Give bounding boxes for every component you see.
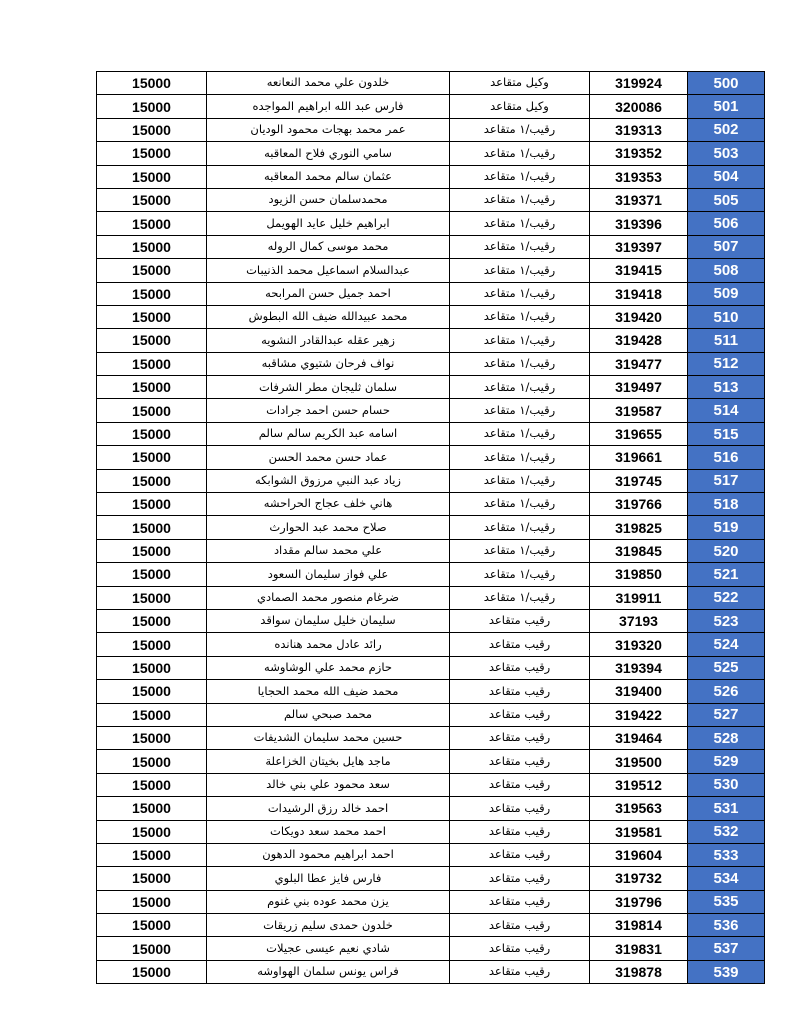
sequence-number-cell: 515	[688, 422, 765, 445]
name-cell: فارس عبد الله ابراهيم المواجده	[207, 95, 450, 118]
table-row	[97, 142, 765, 165]
sequence-number-cell: 521	[688, 563, 765, 586]
rank-cell: رقيب/١ متقاعد	[450, 329, 590, 352]
military-number-cell: 319766	[590, 493, 688, 516]
table-row	[97, 446, 765, 469]
name-cell: خلدون علي محمد النعانعه	[207, 72, 450, 95]
military-number-cell: 319563	[590, 797, 688, 820]
amount-cell: 15000	[97, 516, 207, 539]
amount-cell: 15000	[97, 118, 207, 141]
name-cell: محمد عبيدالله ضيف الله البطوش	[207, 305, 450, 328]
military-number-cell: 319313	[590, 118, 688, 141]
military-number-cell: 319420	[590, 305, 688, 328]
name-cell: احمد ابراهيم محمود الدهون	[207, 843, 450, 866]
name-cell: احمد جميل حسن المرابحه	[207, 282, 450, 305]
rank-cell: رقيب/١ متقاعد	[450, 235, 590, 258]
sequence-number-cell: 519	[688, 516, 765, 539]
rank-cell: رقيب/١ متقاعد	[450, 446, 590, 469]
rank-cell: رقيب/١ متقاعد	[450, 142, 590, 165]
military-number-cell: 319604	[590, 843, 688, 866]
sequence-number-cell: 531	[688, 797, 765, 820]
name-cell: فراس يونس سلمان الهواوشه	[207, 960, 450, 983]
rank-cell: رقيب/١ متقاعد	[450, 118, 590, 141]
rank-cell: رقيب متقاعد	[450, 820, 590, 843]
sequence-number-cell: 533	[688, 843, 765, 866]
amount-cell: 15000	[97, 703, 207, 726]
amount-cell: 15000	[97, 376, 207, 399]
table-row	[97, 633, 765, 656]
amount-cell: 15000	[97, 960, 207, 983]
name-cell: حسام حسن احمد جرادات	[207, 399, 450, 422]
military-number-cell: 319845	[590, 539, 688, 562]
sequence-number-cell: 504	[688, 165, 765, 188]
table-row	[97, 867, 765, 890]
name-cell: محمدسلمان حسن الزيود	[207, 188, 450, 211]
rank-cell: رقيب/١ متقاعد	[450, 399, 590, 422]
name-cell: محمد موسى كمال الروله	[207, 235, 450, 258]
amount-cell: 15000	[97, 72, 207, 95]
table-row	[97, 539, 765, 562]
name-cell: زياد عبد النبي مرزوق الشوابكه	[207, 469, 450, 492]
rank-cell: رقيب/١ متقاعد	[450, 516, 590, 539]
rank-cell: رقيب متقاعد	[450, 609, 590, 632]
rank-cell: رقيب/١ متقاعد	[450, 493, 590, 516]
military-number-cell: 319732	[590, 867, 688, 890]
amount-cell: 15000	[97, 680, 207, 703]
rank-cell: رقيب متقاعد	[450, 960, 590, 983]
table-row	[97, 95, 765, 118]
military-number-cell: 319655	[590, 422, 688, 445]
name-cell: اسامه عبد الكريم سالم سالم	[207, 422, 450, 445]
sequence-number-cell: 503	[688, 142, 765, 165]
table-row	[97, 797, 765, 820]
military-number-cell: 319371	[590, 188, 688, 211]
military-number-cell: 319745	[590, 469, 688, 492]
sequence-number-cell: 534	[688, 867, 765, 890]
amount-cell: 15000	[97, 493, 207, 516]
amount-cell: 15000	[97, 259, 207, 282]
name-cell: شادي نعيم عيسى عجيلات	[207, 937, 450, 960]
military-number-cell: 319500	[590, 750, 688, 773]
sequence-number-cell: 527	[688, 703, 765, 726]
rank-cell: وكيل متقاعد	[450, 95, 590, 118]
military-number-cell: 319924	[590, 72, 688, 95]
amount-cell: 15000	[97, 282, 207, 305]
amount-cell: 15000	[97, 469, 207, 492]
amount-cell: 15000	[97, 212, 207, 235]
military-number-cell: 319831	[590, 937, 688, 960]
amount-cell: 15000	[97, 867, 207, 890]
military-number-cell: 319911	[590, 586, 688, 609]
sequence-number-cell: 525	[688, 656, 765, 679]
table-row	[97, 703, 765, 726]
sequence-number-cell: 539	[688, 960, 765, 983]
rank-cell: رقيب متقاعد	[450, 773, 590, 796]
rank-cell: رقيب/١ متقاعد	[450, 305, 590, 328]
rank-cell: رقيب متقاعد	[450, 843, 590, 866]
name-cell: يزن محمد عوده بني غنوم	[207, 890, 450, 913]
name-cell: محمد صبحي سالم	[207, 703, 450, 726]
amount-cell: 15000	[97, 914, 207, 937]
table-row	[97, 563, 765, 586]
military-number-cell: 319320	[590, 633, 688, 656]
rank-cell: رقيب/١ متقاعد	[450, 586, 590, 609]
rank-cell: رقيب/١ متقاعد	[450, 259, 590, 282]
table-row	[97, 469, 765, 492]
name-cell: ابراهيم خليل عايد الهويمل	[207, 212, 450, 235]
name-cell: خلدون حمدى سليم زريقات	[207, 914, 450, 937]
rank-cell: رقيب متقاعد	[450, 633, 590, 656]
table-row	[97, 352, 765, 375]
name-cell: عماد حسن محمد الحسن	[207, 446, 450, 469]
rank-cell: رقيب متقاعد	[450, 656, 590, 679]
amount-cell: 15000	[97, 563, 207, 586]
military-number-cell: 319587	[590, 399, 688, 422]
rank-cell: رقيب متقاعد	[450, 937, 590, 960]
amount-cell: 15000	[97, 937, 207, 960]
table-row	[97, 773, 765, 796]
amount-cell: 15000	[97, 165, 207, 188]
table-row	[97, 376, 765, 399]
amount-cell: 15000	[97, 446, 207, 469]
amount-cell: 15000	[97, 142, 207, 165]
amount-cell: 15000	[97, 656, 207, 679]
military-number-cell: 319464	[590, 726, 688, 749]
military-number-cell: 319512	[590, 773, 688, 796]
military-number-cell: 319796	[590, 890, 688, 913]
name-cell: رائد عادل محمد هنانده	[207, 633, 450, 656]
rank-cell: رقيب/١ متقاعد	[450, 165, 590, 188]
sequence-number-cell: 524	[688, 633, 765, 656]
table-row	[97, 165, 765, 188]
rank-cell: رقيب متقاعد	[450, 914, 590, 937]
rank-cell: رقيب/١ متقاعد	[450, 469, 590, 492]
records-table-body	[97, 72, 765, 984]
military-number-cell: 319418	[590, 282, 688, 305]
rank-cell: رقيب/١ متقاعد	[450, 212, 590, 235]
table-row	[97, 305, 765, 328]
military-number-cell: 319353	[590, 165, 688, 188]
rank-cell: رقيب متقاعد	[450, 797, 590, 820]
amount-cell: 15000	[97, 820, 207, 843]
amount-cell: 15000	[97, 726, 207, 749]
military-number-cell: 319415	[590, 259, 688, 282]
sequence-number-cell: 517	[688, 469, 765, 492]
sequence-number-cell: 523	[688, 609, 765, 632]
rank-cell: رقيب متقاعد	[450, 867, 590, 890]
military-number-cell: 319825	[590, 516, 688, 539]
rank-cell: رقيب/١ متقاعد	[450, 282, 590, 305]
military-number-cell: 319428	[590, 329, 688, 352]
table-row	[97, 235, 765, 258]
sequence-number-cell: 520	[688, 539, 765, 562]
sequence-number-cell: 536	[688, 914, 765, 937]
name-cell: احمد محمد سعد دويكات	[207, 820, 450, 843]
sequence-number-cell: 510	[688, 305, 765, 328]
name-cell: ضرغام منصور محمد الصمادي	[207, 586, 450, 609]
name-cell: سامي النوري فلاح المعاقبه	[207, 142, 450, 165]
sequence-number-cell: 522	[688, 586, 765, 609]
military-number-cell: 319878	[590, 960, 688, 983]
rank-cell: رقيب متقاعد	[450, 703, 590, 726]
table-row	[97, 937, 765, 960]
military-number-cell: 319396	[590, 212, 688, 235]
table-row	[97, 422, 765, 445]
amount-cell: 15000	[97, 750, 207, 773]
table-row	[97, 118, 765, 141]
amount-cell: 15000	[97, 773, 207, 796]
sequence-number-cell: 514	[688, 399, 765, 422]
table-row	[97, 493, 765, 516]
name-cell: علي فواز سليمان السعود	[207, 563, 450, 586]
military-number-cell: 319400	[590, 680, 688, 703]
sequence-number-cell: 512	[688, 352, 765, 375]
name-cell: احمد خالد رزق الرشيدات	[207, 797, 450, 820]
table-row	[97, 586, 765, 609]
table-row	[97, 960, 765, 983]
rank-cell: رقيب متقاعد	[450, 726, 590, 749]
table-row	[97, 726, 765, 749]
sequence-number-cell: 526	[688, 680, 765, 703]
table-row	[97, 282, 765, 305]
military-number-cell: 319394	[590, 656, 688, 679]
amount-cell: 15000	[97, 890, 207, 913]
sequence-number-cell: 511	[688, 329, 765, 352]
sequence-number-cell: 501	[688, 95, 765, 118]
military-number-cell: 319422	[590, 703, 688, 726]
military-number-cell: 319397	[590, 235, 688, 258]
rank-cell: رقيب متقاعد	[450, 890, 590, 913]
military-number-cell: 319352	[590, 142, 688, 165]
rank-cell: رقيب/١ متقاعد	[450, 376, 590, 399]
sequence-number-cell: 507	[688, 235, 765, 258]
sequence-number-cell: 500	[688, 72, 765, 95]
table-row	[97, 259, 765, 282]
military-number-cell: 319581	[590, 820, 688, 843]
amount-cell: 15000	[97, 399, 207, 422]
sequence-number-cell: 508	[688, 259, 765, 282]
sequence-number-cell: 513	[688, 376, 765, 399]
name-cell: حسين محمد سليمان الشديفات	[207, 726, 450, 749]
rank-cell: رقيب متقاعد	[450, 750, 590, 773]
name-cell: سليمان خليل سليمان سواقد	[207, 609, 450, 632]
name-cell: سلمان ثليجان مطر الشرفات	[207, 376, 450, 399]
amount-cell: 15000	[97, 95, 207, 118]
amount-cell: 15000	[97, 843, 207, 866]
amount-cell: 15000	[97, 797, 207, 820]
name-cell: محمد ضيف الله محمد الحجايا	[207, 680, 450, 703]
amount-cell: 15000	[97, 352, 207, 375]
table-row	[97, 399, 765, 422]
sequence-number-cell: 530	[688, 773, 765, 796]
amount-cell: 15000	[97, 305, 207, 328]
sequence-number-cell: 516	[688, 446, 765, 469]
name-cell: صلاح محمد عبد الحوارث	[207, 516, 450, 539]
table-row	[97, 656, 765, 679]
name-cell: عبدالسلام اسماعيل محمد الذنيبات	[207, 259, 450, 282]
military-number-cell: 319477	[590, 352, 688, 375]
military-number-cell: 37193	[590, 609, 688, 632]
sequence-number-cell: 506	[688, 212, 765, 235]
name-cell: نواف فرحان شتيوي مشاقبه	[207, 352, 450, 375]
table-row	[97, 329, 765, 352]
records-table	[96, 71, 765, 984]
table-row	[97, 609, 765, 632]
table-row	[97, 750, 765, 773]
amount-cell: 15000	[97, 633, 207, 656]
name-cell: عثمان سالم محمد المعاقبه	[207, 165, 450, 188]
sequence-number-cell: 518	[688, 493, 765, 516]
sequence-number-cell: 535	[688, 890, 765, 913]
name-cell: حازم محمد علي الوشاوشه	[207, 656, 450, 679]
amount-cell: 15000	[97, 188, 207, 211]
sequence-number-cell: 509	[688, 282, 765, 305]
amount-cell: 15000	[97, 422, 207, 445]
sequence-number-cell: 532	[688, 820, 765, 843]
amount-cell: 15000	[97, 235, 207, 258]
name-cell: ماجد هايل بخيتان الخزاعلة	[207, 750, 450, 773]
table-row	[97, 890, 765, 913]
rank-cell: رقيب/١ متقاعد	[450, 188, 590, 211]
rank-cell: رقيب/١ متقاعد	[450, 563, 590, 586]
sequence-number-cell: 502	[688, 118, 765, 141]
rank-cell: وكيل متقاعد	[450, 72, 590, 95]
name-cell: فارس فايز عطا البلوي	[207, 867, 450, 890]
rank-cell: رقيب متقاعد	[450, 680, 590, 703]
table-row	[97, 188, 765, 211]
military-number-cell: 319661	[590, 446, 688, 469]
military-number-cell: 319814	[590, 914, 688, 937]
name-cell: عمر محمد بهجات محمود الوديان	[207, 118, 450, 141]
amount-cell: 15000	[97, 539, 207, 562]
amount-cell: 15000	[97, 586, 207, 609]
military-number-cell: 319497	[590, 376, 688, 399]
sequence-number-cell: 505	[688, 188, 765, 211]
name-cell: سعد محمود علي بني خالد	[207, 773, 450, 796]
military-number-cell: 319850	[590, 563, 688, 586]
sequence-number-cell: 529	[688, 750, 765, 773]
rank-cell: رقيب/١ متقاعد	[450, 422, 590, 445]
table-row	[97, 516, 765, 539]
sequence-number-cell: 537	[688, 937, 765, 960]
table-row	[97, 914, 765, 937]
sequence-number-cell: 528	[688, 726, 765, 749]
name-cell: هاني خلف عجاج الحراحشه	[207, 493, 450, 516]
rank-cell: رقيب/١ متقاعد	[450, 352, 590, 375]
amount-cell: 15000	[97, 329, 207, 352]
table-row	[97, 843, 765, 866]
table-row	[97, 680, 765, 703]
table-row	[97, 212, 765, 235]
table-row	[97, 72, 765, 95]
amount-cell: 15000	[97, 609, 207, 632]
military-number-cell: 320086	[590, 95, 688, 118]
name-cell: زهير عقله عبدالقادر النشويه	[207, 329, 450, 352]
rank-cell: رقيب/١ متقاعد	[450, 539, 590, 562]
table-row	[97, 820, 765, 843]
name-cell: علي محمد سالم مقداد	[207, 539, 450, 562]
